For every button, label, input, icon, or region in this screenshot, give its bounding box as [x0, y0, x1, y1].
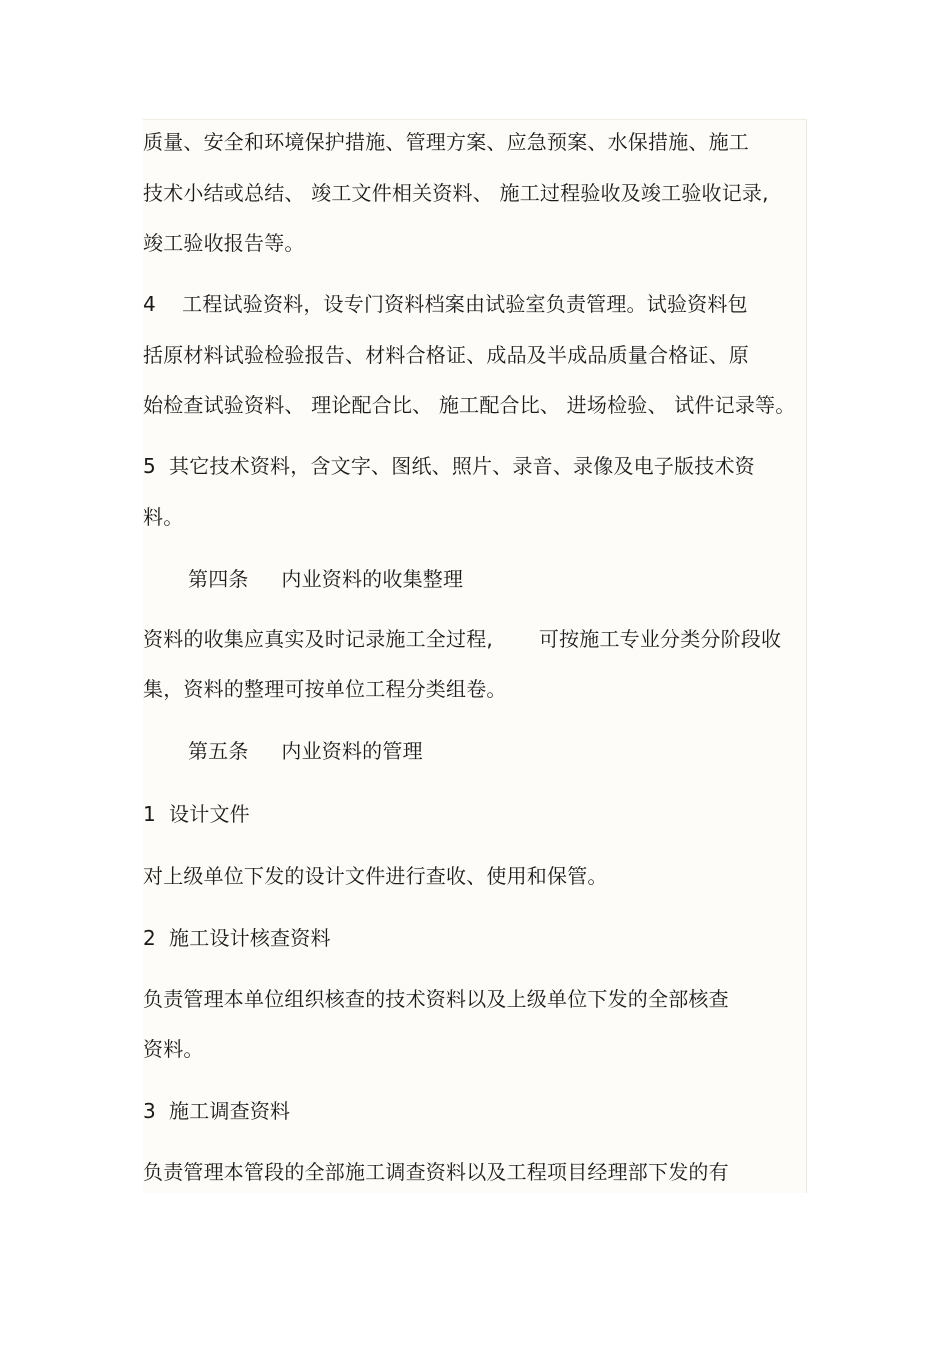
body-text-line: 集，资料的整理可按单位工程分类组卷。: [143, 677, 507, 701]
list-item-2-heading: 2 施工设计核查资料: [143, 926, 331, 950]
section-heading-article-4: 第四条 内业资料的收集整理: [188, 567, 464, 591]
body-text-line: 括原材料试验检验报告、材料合格证、成品及半成品质量合格证、原: [143, 343, 749, 367]
section-heading-article-5: 第五条 内业资料的管理: [188, 739, 423, 763]
list-item-4: 4 工程试验资料，设专门资料档案由试验室负责管理。试验资料包: [143, 292, 748, 316]
body-text-line: 对上级单位下发的设计文件进行查收、使用和保管。: [143, 864, 608, 888]
document-page: [143, 119, 807, 1193]
body-text-line: 负责管理本单位组织核查的技术资料以及上级单位下发的全部核查: [143, 987, 729, 1011]
body-text-line: 技术小结或总结、 竣工文件相关资料、 施工过程验收及竣工验收记录,: [143, 181, 769, 205]
body-text-line: 资料。: [143, 1037, 204, 1061]
list-item-3-heading: 3 施工调查资料: [143, 1099, 291, 1123]
body-text-line: 料。: [143, 505, 184, 529]
body-text-line: 始检查试验资料、 理论配合比、 施工配合比、 进场检验、 试件记录等。: [143, 393, 796, 417]
list-item-5: 5 其它技术资料，含文字、图纸、照片、录音、录像及电子版技术资: [143, 454, 755, 478]
body-text-line: 质量、安全和环境保护措施、管理方案、应急预案、水保措施、施工: [143, 130, 749, 154]
body-text-line: 资料的收集应真实及时记录施工全过程, 可按施工专业分类分阶段收: [143, 627, 782, 651]
list-item-1-heading: 1 设计文件: [143, 802, 250, 826]
body-text-line: 负责管理本管段的全部施工调查资料以及工程项目经理部下发的有: [143, 1160, 729, 1184]
body-text-line: 竣工验收报告等。: [143, 231, 305, 255]
